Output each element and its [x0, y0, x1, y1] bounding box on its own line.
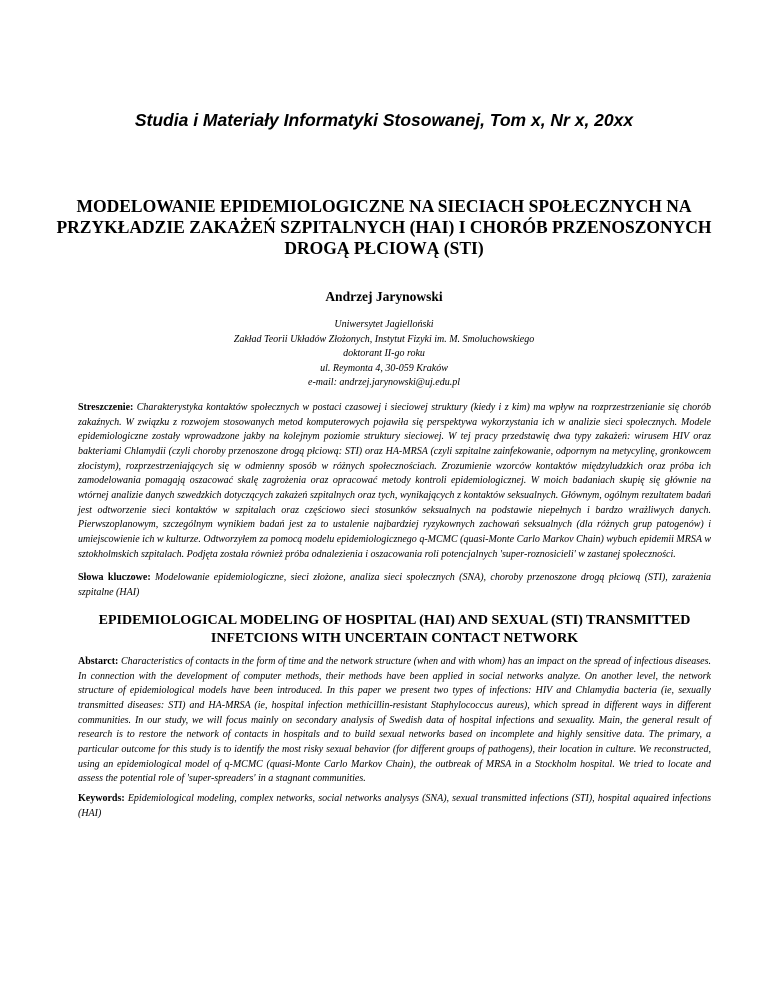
- abstract-polish-label: Streszczenie:: [78, 402, 134, 413]
- author-name: Andrzej Jarynowski: [325, 289, 443, 304]
- author-affiliation: [0, 318, 768, 391]
- keywords-polish: [78, 571, 711, 600]
- paper-title-english: EPIDEMIOLOGICAL MODELING OF HOSPITAL (HAI) AND SEXUAL (STI) TRANSMITTED INFETCIONS WITH UNCERTAIN CONTACT NETWORK: [98, 613, 691, 646]
- affiliation-address: ul. Reymonta 4, 30-059 Kraków: [320, 362, 448, 374]
- abstract-polish-text: Charakterystyka kontaktów społecznych w postaci czasowej i sieciowej struktury (kiedy i z kim) ma wpływ na rozprzestrzenianie się chorób zakaźnych. W związku z rozwojem stosowanych metod komputerowych pojawiła się perspektywa wykorzystania ich w analizie sieci społecznych. Modele epidemiologiczne zostały wprowadzone jakby na kolejnym poziomie struktury sieciowej. W tej pracy przedstawię dwa typy zakażeń: wirusem HIV oraz bakteriami Chlamydii (czyli choroby przenoszone drogą płciową: STI) oraz HA-MRSA (czyli szpitalne zainfekowanie, odpornym na metycylinę, gronkowcem złocistym), rozprzestrzeniających się w odmienny sposób w różnych społecznościach. Zrozumienie wzorców kontaktów międzyludzkich oraz próba ich zamodelowania pomagają oszacować skalę zagrożenia oraz opracować metody kontroli epidemiologicznej. W moich badaniach skupię się głównie na wtórnej analizie danych szwedzkich dotyczących zakażeń szpitalnych oraz tych, wynikających z kontaktów seksualnych. Głównym, ogólnym rezultatem badań jest odtworzenie sieci kontaktów w szpitalach oraz częściowo sieci stosunków seksualnych na podstawie niepełnych i bardzo wrażliwych danych. Pierwszoplanowym, szczególnym wynikiem badań jest za to ustalenie najbardziej ryzykownych zachowań seksualnych (dla różnych grup patogenów) i umiejscowienie ich w kulturze. Odtworzyłem za pomocą modelu epidemiologicznego q-MCMC (quasi-Monte Carlo Markov Chain) wybuch epidemii MRSA w sztokholmskich szpitalach. Podjęta została również próba odnalezienia i oszacowania roli potencjalnych 'super-roznosicieli' w zastanej społeczności.: [78, 402, 711, 560]
- keywords-polish-label: Słowa kluczowe:: [78, 572, 151, 583]
- abstract-english: [78, 655, 711, 787]
- affiliation-email: e-mail: andrzej.jarynowski@uj.edu.pl: [308, 377, 460, 388]
- keywords-english-label: Keywords:: [78, 793, 125, 804]
- journal-header: Studia i Materiały Informatyki Stosowanej, Tom x, Nr x, 20xx: [134, 110, 634, 130]
- paper-title-polish: MODELOWANIE EPIDEMIOLOGICZNE NA SIECIACH SPOŁECZNYCH NA PRZYKŁADZIE ZAKAŻEŃ SZPITALNYCH (HAI) I CHORÓB PRZENOSZONYCH DROGĄ PŁCIOWĄ (STI): [56, 196, 712, 258]
- abstract-english-label: Abstarct:: [78, 656, 119, 667]
- keywords-english-text: Epidemiological modeling, complex networks, social networks analysys (SNA), sexual transmitted infections (STI), hospital aquaired infections (HAI): [78, 793, 711, 819]
- affiliation-university: Uniwersytet Jagielloński: [334, 319, 434, 330]
- affiliation-department: Zakład Teorii Układów Złożonych, Instytut Fizyki im. M. Smoluchowskiego: [233, 333, 535, 345]
- abstract-polish: [78, 401, 711, 562]
- keywords-polish-text: Modelowanie epidemiologiczne, sieci złożone, analiza sieci społecznych (SNA), choroby przenoszone drogą płciową (STI), zarażenia szpitalne (HAI): [78, 572, 711, 598]
- affiliation-position: doktorant II-go roku: [343, 348, 425, 359]
- keywords-english: [78, 792, 711, 821]
- abstract-english-text: Characteristics of contacts in the form of time and the network structure (when and with whom) has an impact on the spread of infectious diseases. In connection with the development of computer methods, their methods have been applied in social networks analyze. On another level, the network structure of epidemiological models have been introduced. In this paper we present two types of infections: HIV and Chlamydia bacteria (ie, sexually transmitted diseases: STI) and HA-MRSA (ie, hospital infection methicillin-resistant Staphylococcus aureus), which spread in different ways in different communities. In our study, we will focus mainly on secondary analysis of Swedish data of hospital infections and sexuality. Main, the general result of research is to restore the network of contacts in hospitals and to build sexual networks based on incomplete and highly sensitive data. The primary, a particular outcome for this study is to identify the most risky sexual behavior (for different groups of pathogens), their location in culture. We reconstructed, using an epidemiological model of q-MCMC (quasi-Monte Carlo Markov Chain), the outbreak of MRSA in a Stockholm hospital. We tried to locate and assess the potential role of 'super-spreaders' in a stagnant communities.: [78, 656, 712, 785]
